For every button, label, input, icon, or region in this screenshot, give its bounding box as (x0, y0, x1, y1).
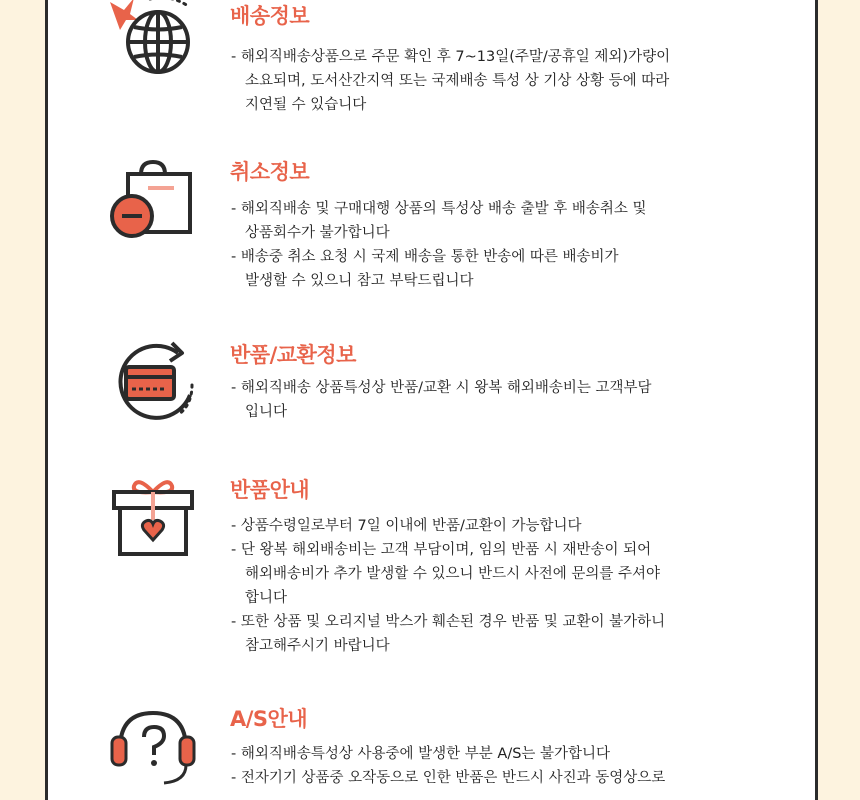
section-body (231, 376, 652, 424)
body-line: 발생할 수 있으니 참고 부탁드립니다 (245, 273, 474, 289)
gift-box-icon (108, 474, 198, 564)
shopping-bag-minus-icon (108, 156, 198, 246)
body-line: 해외배송비가 추가 발생할 수 있으니 반드시 사전에 문의를 주셔야 (245, 566, 661, 582)
section-body (231, 197, 647, 293)
body-line: - 배송중 취소 요청 시 국제 배송을 통한 반송에 따른 배송비가 (231, 249, 619, 265)
section-body (231, 514, 665, 658)
body-line: - 해외직배송상품으로 주문 확인 후 7~13일(주말/공휴일 제외)가량이 (231, 49, 671, 65)
section-title: 취소정보 (230, 160, 310, 184)
section-title: 반품/교환정보 (230, 343, 356, 367)
headset-question-icon (108, 703, 198, 793)
globe-icon (108, 0, 198, 80)
body-line: - 단 왕복 해외배송비는 고객 부담이며, 임의 반품 시 재반송이 되어 (231, 542, 652, 558)
body-line: - 해외직배송특성상 사용중에 발생한 부분 A/S는 불가합니다 (231, 746, 611, 762)
shipping-info-panel (45, 0, 818, 800)
body-line: 지연될 수 있습니다 (245, 97, 367, 113)
body-line: - 상품수령일로부터 7일 이내에 반품/교환이 가능합니다 (231, 518, 582, 534)
section-title: 반품안내 (230, 478, 310, 502)
section-body (231, 45, 670, 117)
body-line: 참고해주시기 바랍니다 (245, 638, 390, 654)
card-refresh-icon (108, 339, 198, 429)
body-line: 입니다 (245, 404, 288, 420)
body-line: 합니다 (245, 590, 288, 606)
body-line: - 해외직배송 및 구매대행 상품의 특성상 배송 출발 후 배송취소 및 (231, 201, 647, 217)
section-title: 배송정보 (230, 4, 310, 28)
section-body (231, 742, 665, 790)
body-line: 소요되며, 도서산간지역 또는 국제배송 특성 상 기상 상황 등에 따라 (245, 73, 670, 89)
body-line: - 또한 상품 및 오리지널 박스가 훼손된 경우 반품 및 교환이 불가하니 (231, 614, 666, 630)
body-line: 상품회수가 불가합니다 (245, 225, 390, 241)
body-line: - 해외직배송 상품특성상 반품/교환 시 왕복 해외배송비는 고객부담 (231, 380, 652, 396)
section-title: A/S안내 (230, 707, 308, 731)
body-line: - 전자기기 상품중 오작동으로 인한 반품은 반드시 사진과 동영상으로 (231, 770, 666, 786)
